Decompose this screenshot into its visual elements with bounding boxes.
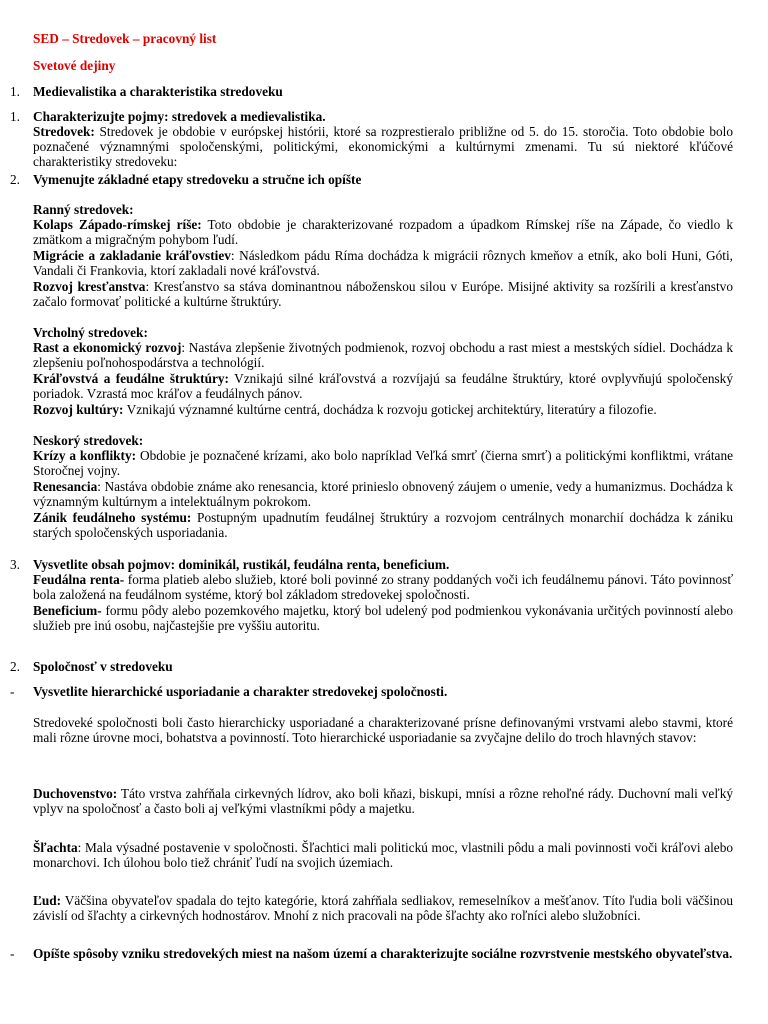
question-2-heading: Vymenujte základné etapy stredoveku a stručne ich opíšte: [33, 172, 362, 187]
early-item: Migrácie a zakladanie kráľovstiev: Následkom pádu Ríma dochádza k migrácii rôznych kmeňov a etník, ako boli Huni, Góti, Vandali či Frankovia, ktorí zakladali nové kráľovstvá.: [33, 248, 733, 278]
question-3-heading: Vysvetlite obsah pojmov: dominikál, rustikál, feudálna renta, beneficium.: [33, 557, 450, 572]
early-item: Rozvoj kresťanstva: Kresťanstvo sa stáva dominantnou náboženskou silou v Európe. Misijné aktivity sa rozšírili a kresťanstvo začalo formovať politické a kultúrne štruktúry.: [33, 279, 733, 309]
section-1-heading: Medievalistika a charakteristika stredoveku: [33, 84, 283, 99]
question-2-number: 2.: [10, 172, 20, 187]
estate-item: Šľachta: Mala výsadné postavenie v spoločnosti. Šľachtici mali politickú moc, vlastnili pôdu a mali povinnosti voči kráľovi alebo monarchovi. Ich úlohou bolo tiež chrániť ľudí na svojich územiach.: [33, 840, 733, 870]
late-item: Renesancia: Nastáva obdobie známe ako renesancia, ktoré prinieslo obnovený záujem o umenie, vedy a humanizmus. Dochádza k významným kultúrnym a intelektuálnym pokrokom.: [33, 479, 733, 509]
late-item: Krízy a konflikty: Obdobie je poznačené krízami, ako bolo napríklad Veľká smrť (čierna smrť) a politickými konfliktmi, vrátane Storočnej vojny.: [33, 448, 733, 478]
high-item: Rast a ekonomický rozvoj: Nastáva zlepšenie životných podmienok, rozvoj obchodu a rast miest a mestských sídiel. Dochádza k zlepšeniu poľnohospodárstva a technológií.: [33, 340, 733, 370]
task-2-heading: Opíšte spôsoby vzniku stredovekých miest na našom území a charakterizujte sociálne rozvrstvenie mestského obyvateľstva.: [33, 946, 733, 961]
early-item: Kolaps Západo-rímskej ríše: Toto obdobie je charakterizované rozpadom a úpadkom Rímskej ríše na Západe, čo viedlo k zmätkom a migračným pohybom ľudí.: [33, 217, 733, 247]
document-title: SED – Stredovek – pracovný list: [33, 31, 217, 46]
hierarchy-intro: Stredoveké spoločnosti boli často hierarchicky usporiadané a charakterizované prísne definovanými vrstvami alebo stavmi, ktoré mali rôzne úrovne moci, bohatstva a povinností. Toto hierarchické usporiadanie sa zvyčajne delilo do troch hlavných stavov:: [33, 715, 733, 745]
task-1-heading: Vysvetlite hierarchické usporiadanie a charakter stredovekej spoločnosti.: [33, 684, 448, 699]
late-item: Zánik feudálneho systému: Postupným upadnutím feudálnej štruktúry a rozvojom centrálnych monarchií dochádza k zániku starých spoločenských usporiadania.: [33, 510, 733, 540]
definition-item: Feudálna renta- forma platieb alebo služieb, ktoré boli povinné zo strany poddaných voči ich feudálnemu pánovi. Táto povinnosť bola založená na feudálnom systéme, ktorý bol základom stredovekej spoločnosti.: [33, 572, 733, 602]
section-1-number: 1.: [10, 84, 20, 99]
estate-item: Duchovenstvo: Táto vrstva zahŕňala cirkevných lídrov, ako boli kňazi, biskupi, mnísi a rôzne rehoľné rády. Duchovní mali veľký vplyv na spoločnosť a často boli aj veľkými vlastníkmi pôdy a majetku.: [33, 786, 733, 816]
section-2-number: 2.: [10, 659, 20, 674]
late-period-title: Neskorý stredovek:: [33, 433, 144, 448]
question-1-number: 1.: [10, 109, 20, 124]
early-period-title: Ranný stredovek:: [33, 202, 134, 217]
estate-item: Ľud: Väčšina obyvateľov spadala do tejto kategórie, ktorá zahŕňala sedliakov, remeselníkov a mešťanov. Títo ľudia boli väčšinou závislí od šľachty a cirkevných hodnostárov. Mnohí z nich pracovali na pôde šľachty ako roľníci alebo služobníci.: [33, 893, 733, 923]
question-1-heading: Charakterizujte pojmy: stredovek a medievalistika.: [33, 109, 326, 124]
question-3-number: 3.: [10, 557, 20, 572]
section-2-heading: Spoločnosť v stredoveku: [33, 659, 173, 674]
document-subtitle: Svetové dejiny: [33, 58, 116, 73]
high-item: Kráľovstvá a feudálne štruktúry: Vznikajú silné kráľovstvá a rozvíjajú sa feudálne štruktúry, ktoré ovplyvňujú spoločenský poriadok. Vzrastá moc kráľov a feudálnych pánov.: [33, 371, 733, 401]
bullet: -: [10, 946, 15, 961]
definition-stredovek: Stredovek: Stredovek je obdobie v európskej histórii, ktoré sa rozprestieralo približne od 5. do 15. storočia. Toto obdobie bolo poznačené významnými spoločenskými, politickými, ekonomickými a kultúrnymi zmenami. Tu sú niektoré kľúčové charakteristiky stredoveku:: [33, 124, 734, 169]
high-item: Rozvoj kultúry: Vznikajú významné kultúrne centrá, dochádza k rozvoju gotickej architektúry, literatúry a filozofie.: [33, 402, 657, 417]
definition-item: Beneficium- formu pôdy alebo pozemkového majetku, ktorý bol udelený pod podmienkou vykonávania určitých povinností alebo služieb pre inú osobu, najčastejšie pre vyššiu autoritu.: [33, 603, 733, 633]
bullet: -: [10, 684, 15, 699]
high-period-title: Vrcholný stredovek:: [33, 325, 148, 340]
